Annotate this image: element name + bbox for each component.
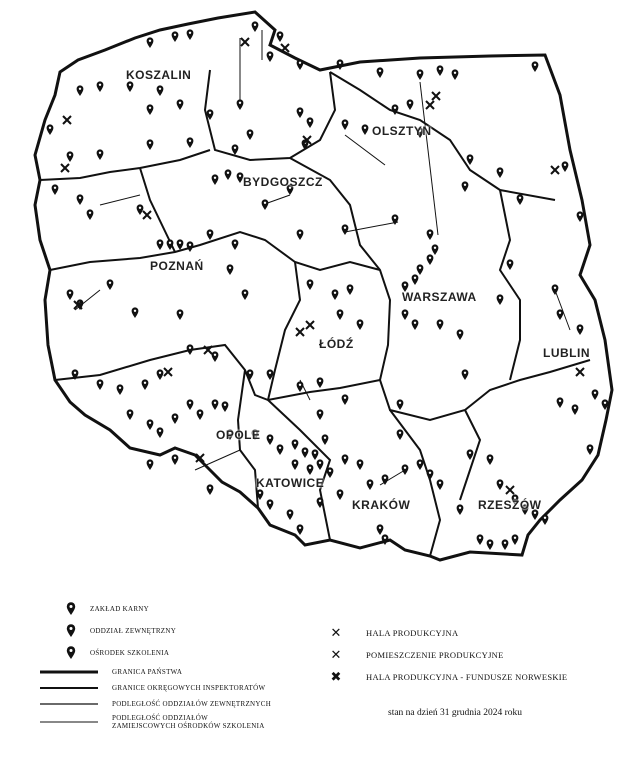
facility-pin-icon [292, 459, 299, 470]
facility-pin-icon [247, 129, 254, 140]
facility-pin-icon [477, 534, 484, 545]
facility-pin-icon [367, 479, 374, 490]
production-hall-marker-icon [306, 321, 314, 329]
facility-pin-icon [317, 459, 324, 470]
production-hall-marker-icon [164, 368, 172, 376]
facility-pin-icon [337, 309, 344, 320]
facility-pin-icon [357, 319, 364, 330]
facility-pin-icon [297, 107, 304, 118]
facility-pin-icon [227, 264, 234, 275]
facility-pin-icon [497, 294, 504, 305]
production-hall-marker-icon [426, 101, 434, 109]
legend-label-production-room: POMIESZCZENIE PRODUKCYJNE [366, 650, 504, 661]
legend-label-prison: ZAKŁAD KARNY [90, 604, 150, 613]
facility-pin-icon [187, 29, 194, 40]
facility-pin-icon [457, 329, 464, 340]
facility-pin-icon [407, 99, 414, 110]
district-border-1 [40, 150, 210, 180]
district-border-5 [140, 168, 175, 252]
region-label-krakow: KRAKÓW [352, 498, 411, 512]
district-border-7 [500, 190, 520, 380]
facility-pin-icon [487, 539, 494, 550]
facility-pin-icon [552, 284, 559, 295]
facility-pin-icon [427, 229, 434, 240]
facility-pin-icon [277, 444, 284, 455]
facility-pin-icon [362, 124, 369, 135]
facility-pin-icon [267, 51, 274, 62]
facility-pin-icon [487, 454, 494, 465]
facility-pin-icon [497, 479, 504, 490]
facility-pin-icon [377, 524, 384, 535]
facility-pin-icon [412, 319, 419, 330]
facility-pin-icon [592, 389, 599, 400]
facility-pin-icon [432, 244, 439, 255]
facility-pin-icon [467, 154, 474, 165]
region-label-poznan: POZNAŃ [150, 259, 204, 273]
facility-pin-icon [187, 344, 194, 355]
facility-pin-icon [357, 459, 364, 470]
legend-row-production-hall [330, 628, 458, 640]
region-label-koszalin: KOSZALIN [126, 68, 192, 82]
facility-pin-icon [107, 279, 114, 290]
production-hall-icon: ✕ [330, 626, 342, 641]
facility-pin-icon [287, 509, 294, 520]
facility-pin-icon [292, 439, 299, 450]
facility-pin-icon [437, 65, 444, 76]
facility-pin-icon [342, 224, 349, 235]
facility-pin-icon [317, 377, 324, 388]
production-hall-norway-funds-icon: ✖ [330, 670, 342, 685]
legend-label-production-hall: HALA PRODUKCYJNA [366, 628, 459, 639]
facility-pin-icon [207, 229, 214, 240]
facility-pin-icon [327, 467, 334, 478]
facility-pin-icon [512, 534, 519, 545]
facility-pin-icon [67, 151, 74, 162]
facility-pin-icon [452, 69, 459, 80]
facility-pin-icon [262, 199, 269, 210]
facility-pin-icon [117, 384, 124, 395]
production-hall-marker-icon [432, 92, 440, 100]
external-unit-pin-icon [66, 624, 76, 638]
production-hall-marker-icon [241, 38, 249, 46]
facility-pin-icon [232, 239, 239, 250]
status-date-text: stan na dzień 31 grudnia 2024 roku [388, 708, 523, 718]
district-border-2 [205, 70, 335, 160]
facility-pin-icon [462, 181, 469, 192]
facility-pin-icon [517, 194, 524, 205]
facility-pin-icon [307, 464, 314, 475]
facility-pin-icon [307, 117, 314, 128]
facility-pin-icon [157, 85, 164, 96]
facility-pin-icon [87, 209, 94, 220]
legend-label-external-unit: ODDZIAŁ ZEWNĘTRZNY [90, 626, 177, 635]
facility-pin-icon [427, 254, 434, 265]
facility-pin-icon [467, 449, 474, 460]
production-hall-marker-icon [506, 486, 514, 494]
facility-pin-icon [242, 289, 249, 300]
facility-pin-icon [572, 404, 579, 415]
legend-label-production-hall-norway: HALA PRODUKCYJNA - FUNDUSZE NORWESKIE [366, 672, 568, 683]
facility-pin-icon [77, 194, 84, 205]
facility-pin-icon [562, 161, 569, 172]
facility-pin-icon [97, 81, 104, 92]
region-label-warszawa: WARSZAWA [402, 290, 477, 304]
facility-pin-icon [97, 149, 104, 160]
facility-pin-icon [67, 289, 74, 300]
facility-pin-icon [77, 85, 84, 96]
facility-pin-icon [187, 137, 194, 148]
facility-pin-icon [507, 259, 514, 270]
facility-pin-icon [337, 59, 344, 70]
facility-pin-icon [147, 419, 154, 430]
region-label-rzeszow: RZESZÓW [478, 498, 542, 512]
facility-pin-icon [297, 59, 304, 70]
facility-pin-icon [587, 444, 594, 455]
facility-pin-icon [557, 309, 564, 320]
training-branch-subordination-line-icon [40, 719, 98, 725]
facility-pin-icon [157, 369, 164, 380]
production-hall-marker-icon [143, 211, 151, 219]
external-unit-subordination-line-icon [40, 701, 98, 707]
facility-pin-icon [147, 104, 154, 115]
facility-pin-icon [267, 434, 274, 445]
facility-pin-icon [172, 454, 179, 465]
region-label-katowice: KATOWICE [256, 476, 325, 490]
facility-pin-icon [532, 61, 539, 72]
facility-pin-icon [127, 81, 134, 92]
facility-pin-icon [497, 167, 504, 178]
legend-label-district-border: GRANICE OKRĘGOWYCH INSPEKTORATÓW [112, 684, 266, 692]
facility-pin-icon [417, 264, 424, 275]
facility-pin-icon [277, 31, 284, 42]
facility-pin-icon [337, 489, 344, 500]
region-label-lodz: ŁÓDŹ [319, 337, 354, 351]
legend-label-training-center: OŚRODEK SZKOLENIA [90, 648, 170, 657]
facility-pin-icon [322, 434, 329, 445]
facility-pin-icon [147, 37, 154, 48]
facility-pin-icon [427, 469, 434, 480]
training-center-pin-icon [66, 646, 76, 660]
facility-pin-icon [187, 399, 194, 410]
facility-pin-icon [502, 539, 509, 550]
facility-pin-icon [177, 239, 184, 250]
facility-pin-icon [97, 379, 104, 390]
facility-pin-icon [542, 514, 549, 525]
facility-pin-icon [417, 69, 424, 80]
facility-pin-icon [132, 307, 139, 318]
facility-pin-icon [225, 169, 232, 180]
production-hall-marker-icon [63, 116, 71, 124]
subordination-lines [75, 30, 570, 485]
district-border-3 [330, 72, 555, 200]
facility-pin-icon [142, 379, 149, 390]
facility-pin-icon [312, 449, 319, 460]
production-hall-markers [61, 38, 584, 494]
district-border-11 [268, 400, 330, 540]
facility-pin-icon [412, 274, 419, 285]
facility-pin-icon [557, 397, 564, 408]
production-hall-marker-icon [576, 368, 584, 376]
facility-pin-icon [237, 99, 244, 110]
facility-pin-icon [207, 484, 214, 495]
production-hall-marker-icon [61, 164, 69, 172]
facility-pin-icon [222, 401, 229, 412]
facility-pin-icon [577, 211, 584, 222]
facility-pin-icon [332, 289, 339, 300]
legend-label-external-subordination: PODLEGŁOŚĆ ODDZIAŁÓW ZEWNĘTRZNYCH [112, 700, 272, 708]
facility-pin-icon [197, 409, 204, 420]
facility-pin-icon [462, 369, 469, 380]
production-hall-marker-icon [551, 166, 559, 174]
facility-pin-icon [187, 241, 194, 252]
legend-row-district-border [40, 684, 265, 692]
facility-pin-icon [297, 381, 304, 392]
facility-pin-icon [297, 524, 304, 535]
district-border-line-icon [40, 685, 98, 691]
legend-row-production-room [330, 650, 504, 662]
legend-row-production-hall-norway [330, 672, 567, 684]
facility-pin-icon [212, 399, 219, 410]
region-label-bydgoszcz: BYDGOSZCZ [243, 175, 323, 189]
region-label-opole: OPOLE [216, 428, 261, 442]
production-hall-marker-icon [296, 328, 304, 336]
facility-pin-icon [397, 399, 404, 410]
district-border-8 [268, 262, 300, 400]
region-label-olsztyn: OLSZTYN [372, 124, 432, 138]
facility-pin-icon [437, 319, 444, 330]
legend-label-training-subordination: PODLEGŁOŚĆ ODDZIAŁÓW ZAMIEJSCOWYCH OŚRODKÓW SZKOLENIA [112, 714, 265, 731]
facility-pin-icon [342, 119, 349, 130]
facility-pin-icon [147, 459, 154, 470]
facility-pin-icon [302, 447, 309, 458]
legend-row-prison [66, 602, 149, 616]
facility-pin-icon [172, 413, 179, 424]
facility-pin-icon [397, 429, 404, 440]
facility-pin-icon [307, 279, 314, 290]
facility-pin-icon [147, 139, 154, 150]
facility-pin-icon [212, 351, 219, 362]
facility-pin-icon [577, 324, 584, 335]
facility-pin-icon [402, 464, 409, 475]
facility-pin-icon [127, 409, 134, 420]
facility-pin-icon [137, 204, 144, 215]
legend-row-training-subordination [40, 714, 272, 730]
facility-pin-icon [317, 409, 324, 420]
district-border-4 [50, 232, 380, 270]
facility-pin-icon [347, 284, 354, 295]
facility-pin-icon [252, 21, 259, 32]
prison-pin-icon [66, 602, 76, 616]
facility-pin-icon [377, 67, 384, 78]
facility-pin-icon [402, 309, 409, 320]
facility-pin-icon [342, 454, 349, 465]
facility-pins [47, 21, 609, 550]
facility-pin-icon [417, 459, 424, 470]
facility-pin-icon [297, 229, 304, 240]
facility-pin-icon [47, 124, 54, 135]
facility-pin-icon [267, 499, 274, 510]
production-hall-marker-icon [281, 44, 289, 52]
facility-pin-icon [177, 309, 184, 320]
facility-pin-icon [212, 174, 219, 185]
legend-label-state-border: GRANICA PAŃSTWA [112, 668, 183, 676]
facility-pin-icon [157, 239, 164, 250]
facility-pin-icon [232, 144, 239, 155]
facility-pin-icon [52, 184, 59, 195]
region-label-lublin: LUBLIN [543, 346, 590, 360]
state-border-line-icon [40, 669, 98, 675]
legend-row-training-center [66, 646, 169, 660]
legend-row-state-border [40, 668, 182, 676]
facility-pin-icon [457, 504, 464, 515]
facility-pin-icon [342, 394, 349, 405]
legend-row-external-unit [66, 624, 176, 638]
facility-pin-icon [157, 427, 164, 438]
facility-pin-icon [177, 99, 184, 110]
facility-pin-icon [172, 31, 179, 42]
production-room-icon: ✕ [330, 648, 342, 663]
legend-row-external-subordination [40, 700, 271, 708]
facility-pin-icon [437, 479, 444, 490]
